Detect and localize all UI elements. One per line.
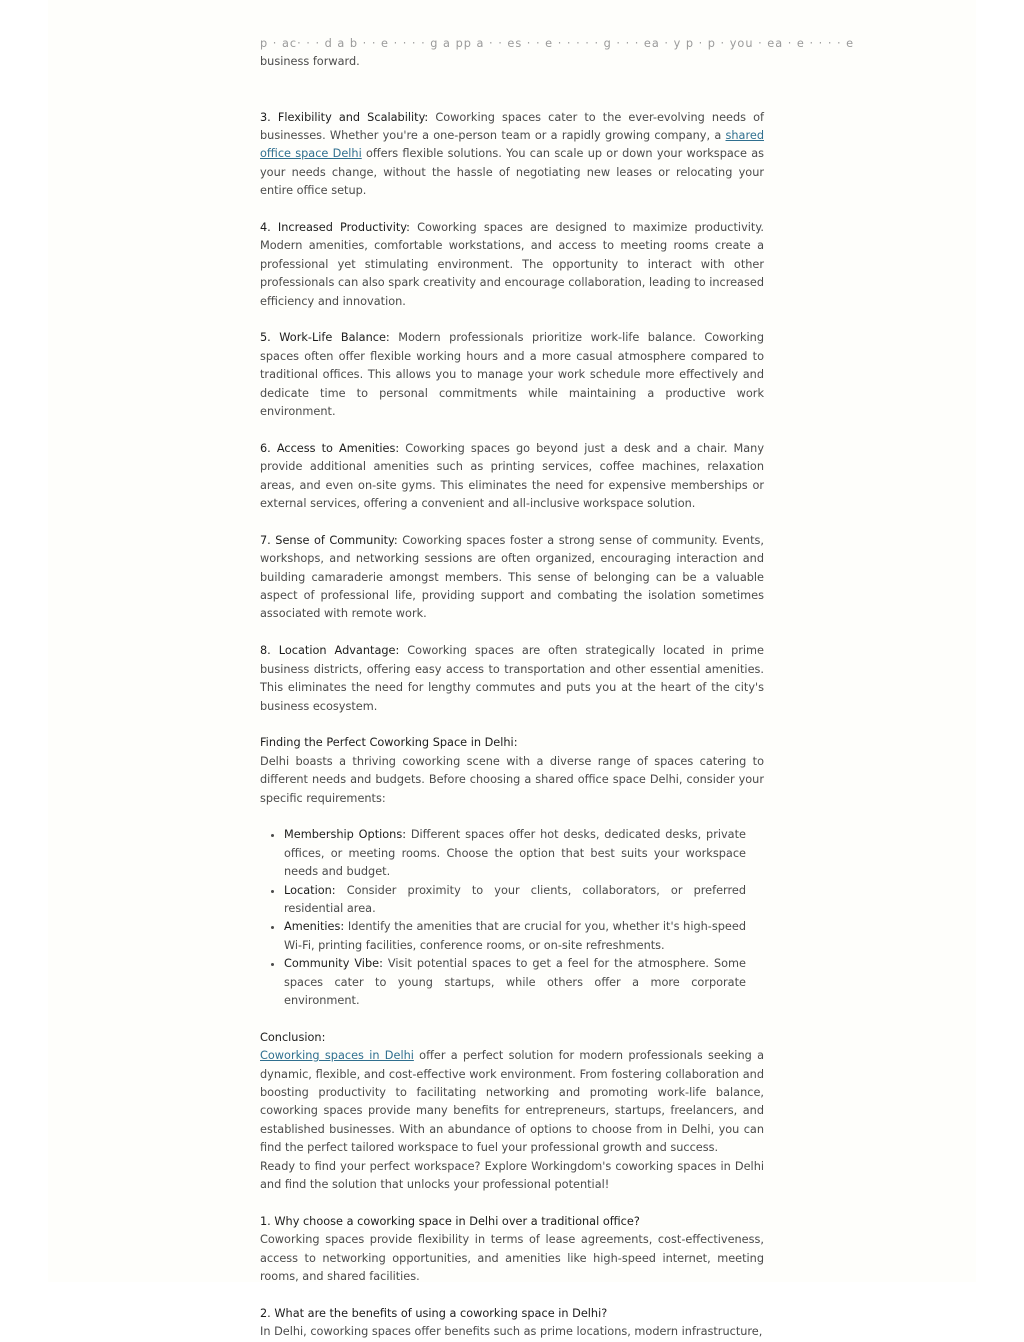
- bullet-lead: Membership Options:: [284, 828, 407, 842]
- section-lead: 5. Work-Life Balance:: [260, 331, 390, 345]
- conclusion-text: [260, 1047, 764, 1157]
- conclusion-cta: Ready to find your perfect workspace? Explore Workingdom's coworking spaces in Delhi and find the solution that unlocks your professional potential!: [260, 1159, 764, 1192]
- section-flexibility: [260, 109, 764, 201]
- conclusion-body: offer a perfect solution for modern professionals seeking a dynamic, flexible, and cost-effective work environment. From fostering collaboration and boosting productivity to facilitating networking and promoting work-life balance, coworking spaces provide many benefits for entrepreneurs, startups, freelancers, and established businesses. With an abundance of options to choose from in Delhi, you can find the perfect tailored workspace to fuel your professional growth and success.: [260, 1049, 764, 1155]
- bullet-text: Consider proximity to your clients, collaborators, or preferred residential area.: [284, 883, 746, 915]
- section-lead: 4. Increased Productivity:: [260, 221, 410, 234]
- document-page: [48, 0, 976, 1339]
- top-fragment: business forward.: [260, 55, 360, 69]
- list-item: [284, 955, 764, 1010]
- section-text: offers flexible solutions. You can scale up or down your workspace as your needs change, without the hassle of negotiating new leases or relocating your entire office setup.: [260, 147, 765, 198]
- bullet-text: Identify the amenities that are crucial for you, whether it's high-speed Wi-Fi, printing facilities, conference rooms, or on-site refreshments.: [284, 920, 746, 952]
- section-text: Modern professionals prioritize work-life balance. Coworking spaces often offer flexible working hours and a more casual atmosphere compared to traditional offices. This allows you to manage your work schedule more effectively and dedicate time to personal commitments while maintaining a productive work environment.: [260, 331, 764, 419]
- conclusion-heading: Conclusion:: [260, 1030, 326, 1044]
- faq-answer: Coworking spaces provide flexibility in terms of lease agreements, cost-effectiveness, access to networking opportunities, and amenities like high-speed internet, meeting rooms, and shared facilities.: [260, 1233, 764, 1284]
- bullet-text: Visit potential spaces to get a feel for the atmosphere. Some spaces cater to young startups, while others offer a more corporate environment.: [284, 957, 746, 1007]
- section-text: Coworking spaces cater to the ever-evolving needs of businesses. Whether you're a one-person team or a rapidly growing company, a: [260, 110, 764, 142]
- list-item: [284, 918, 764, 955]
- section-productivity: [260, 219, 764, 311]
- finding-intro: Delhi boasts a thriving coworking scene with a diverse range of spaces catering to different needs and budgets. Before choosing a shared office space Delhi, consider your specific requirements:: [260, 754, 764, 805]
- section-lead: 6. Access to Amenities:: [260, 441, 400, 455]
- cut-off-line: p · ac· · · d a b · · e · · · · g a pp a · · es · · e · · · · · g · · · ea · y p · p · you · ea · e · · · · e: [260, 37, 855, 50]
- article-body: [260, 35, 855, 1342]
- bullet-lead: Amenities:: [284, 920, 345, 934]
- bullet-lead: Community Vibe:: [284, 957, 383, 971]
- faq-question: 2. What are the benefits of using a coworking space in Delhi?: [260, 1306, 608, 1320]
- faq-question: 1. Why choose a coworking space in Delhi over a traditional office?: [260, 1214, 640, 1228]
- section-community: [260, 532, 764, 624]
- list-item: [284, 826, 764, 881]
- requirements-list: [260, 826, 764, 1010]
- section-lead: 8. Location Advantage:: [260, 644, 400, 658]
- section-lead: 3. Flexibility and Scalability:: [260, 110, 429, 124]
- section-lead: 7. Sense of Community:: [260, 533, 398, 547]
- section-text: Coworking spaces are designed to maximize productivity. Modern amenities, comfortable workstations, and access to meeting rooms create a professional yet stimulating environment. The opportunity to interact with other professionals can also spark creativity and encourage collaboration, leading to increased efficiency and innovation.: [260, 221, 764, 308]
- section-text: Coworking spaces go beyond just a desk and a chair. Many provide additional amenities such as printing services, coffee machines, relaxation areas, and even on-site gyms. This eliminates the need for expensive memberships or external services, offering a convenient and all-inclusive workspace solution.: [260, 441, 764, 511]
- section-location: [260, 642, 764, 716]
- faq-answer: In Delhi, coworking spaces offer benefits such as prime locations, modern infrastructure,: [260, 1325, 763, 1339]
- finding-heading: Finding the Perfect Coworking Space in Delhi:: [260, 736, 518, 750]
- section-amenities: [260, 440, 764, 514]
- coworking-spaces-link[interactable]: Coworking spaces in Delhi: [260, 1049, 414, 1063]
- section-text: Coworking spaces foster a strong sense of community. Events, workshops, and networking sessions are often organized, encouraging interaction and building camaraderie amongst members. This sense of belonging can be a valuable aspect of professional life, providing support and combating the isolation sometimes associated with remote work.: [260, 533, 764, 621]
- bullet-lead: Location:: [284, 883, 336, 897]
- shared-office-space-link[interactable]: shared office space Delhi: [260, 128, 764, 161]
- bullet-text: Different spaces offer hot desks, dedicated desks, private offices, or meeting rooms. Choose the option that best suits your workspace needs and budget.: [284, 828, 746, 879]
- section-text: Coworking spaces are often strategically located in prime business districts, offering easy access to transportation and other essential amenities. This eliminates the need for lengthy commutes and puts you at the heart of the city's business ecosystem.: [260, 644, 764, 713]
- list-item: [284, 882, 764, 919]
- section-work-life-balance: [260, 329, 764, 421]
